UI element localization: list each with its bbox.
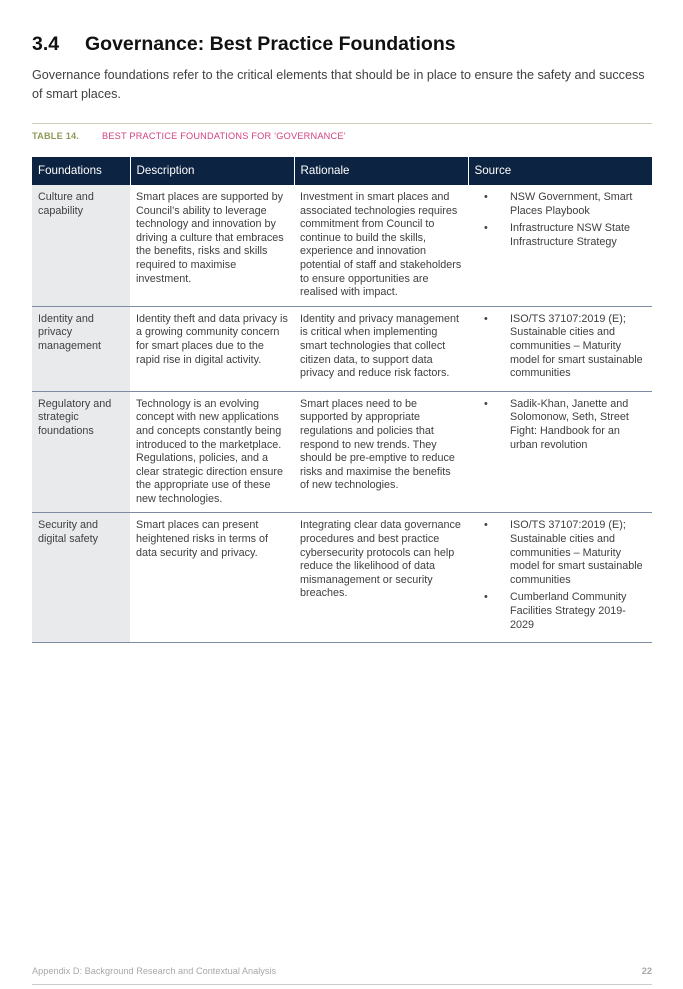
table-caption	[32, 131, 346, 141]
source-cell	[468, 513, 652, 643]
foundation-cell: Identity and privacy management	[32, 306, 130, 391]
header-rationale: Rationale	[294, 157, 468, 185]
source-cell	[468, 185, 652, 306]
footer-title: Appendix D: Background Research and Contextual Analysis	[32, 966, 277, 976]
table-row	[32, 391, 652, 513]
bullet-icon: •	[484, 312, 488, 325]
description-cell: Smart places can present heightened risks in terms of data security and privacy.	[130, 513, 294, 643]
source-item	[478, 222, 646, 249]
source-text: NSW Government, Smart Places Playbook	[510, 191, 633, 217]
source-cell	[468, 391, 652, 513]
header-foundations: Foundations	[32, 157, 130, 185]
source-item	[478, 591, 646, 632]
table-header-row	[32, 157, 652, 185]
table-row	[32, 513, 652, 643]
description-cell: Identity theft and data privacy is a growing community concern for smart places due to the rapid rise in digital activity.	[130, 306, 294, 391]
rationale-cell: Smart places need to be supported by appropriate regulations and policies that respond to new trends. They should be pre-emptive to reduce risks and maximise the benefits of new technologies.	[294, 391, 468, 513]
source-cell	[468, 306, 652, 391]
foundation-cell: Security and digital safety	[32, 513, 130, 643]
footer-divider	[32, 984, 652, 985]
source-item	[478, 313, 646, 381]
page-number: 22	[641, 966, 652, 976]
bullet-icon: •	[484, 591, 488, 604]
source-text: ISO/TS 37107:2019 (E); Sustainable cities and communities – Maturity model for smart sustainable communities	[510, 312, 643, 380]
source-item	[478, 398, 646, 452]
bullet-icon: •	[484, 191, 488, 203]
source-text: Sadik-Khan, Janette and Solomonow, Seth, Street Fight: Handbook for an urban revolution	[510, 397, 629, 451]
bullet-icon: •	[484, 222, 488, 235]
source-text: Infrastructure NSW State Infrastructure Strategy	[510, 222, 631, 248]
rationale-cell: Investment in smart places and associated technologies requires commitment from Council to continue to build the skills, experience and innovation potential of staff and stakeholders to ensure opportunities are realised with impact.	[294, 185, 468, 306]
table-title: BEST PRACTICE FOUNDATIONS FOR ‘GOVERNANCE’	[102, 131, 346, 141]
section-title: Governance: Best Practice Foundations	[85, 33, 456, 55]
description-cell: Smart places are supported by Council’s ability to leverage technology and innovation by driving a culture that embraces the benefits, risks and skills required to maximise investment.	[130, 185, 294, 306]
header-source: Source	[468, 157, 652, 185]
source-text: Cumberland Community Facilities Strategy 2019-2029	[510, 591, 627, 631]
section-intro: Governance foundations refer to the critical elements that should be in place to ensure the safety and success of smart places.	[32, 68, 645, 101]
section-heading	[32, 33, 456, 56]
table-row	[32, 185, 652, 306]
caption-divider	[32, 123, 652, 124]
source-text: ISO/TS 37107:2019 (E); Sustainable cities and communities – Maturity model for smart sustainable communities	[510, 519, 643, 586]
source-item	[478, 191, 646, 218]
section-number: 3.4	[32, 33, 60, 55]
foundation-cell: Culture and capability	[32, 185, 130, 306]
table-number: TABLE 14.	[32, 131, 80, 141]
governance-table	[32, 157, 652, 643]
bullet-icon: •	[484, 519, 488, 532]
rationale-cell: Integrating clear data governance procedures and best practice cybersecurity protocols can help reduce the likelihood of data mismanagement or security breaches.	[294, 513, 468, 643]
description-cell: Technology is an evolving concept with new applications and concepts constantly being introduced to the marketplace. Regulations, policies, and a clear strategic direction ensure the appropriate use of these new technologies.	[130, 391, 294, 513]
table-row	[32, 306, 652, 391]
header-description: Description	[130, 157, 294, 185]
foundation-cell: Regulatory and strategic foundations	[32, 391, 130, 513]
bullet-icon: •	[484, 397, 488, 410]
source-item	[478, 519, 646, 587]
rationale-cell: Identity and privacy management is critical when implementing smart technologies that collect citizen data, to support data privacy and reduce risk factors.	[294, 306, 468, 391]
